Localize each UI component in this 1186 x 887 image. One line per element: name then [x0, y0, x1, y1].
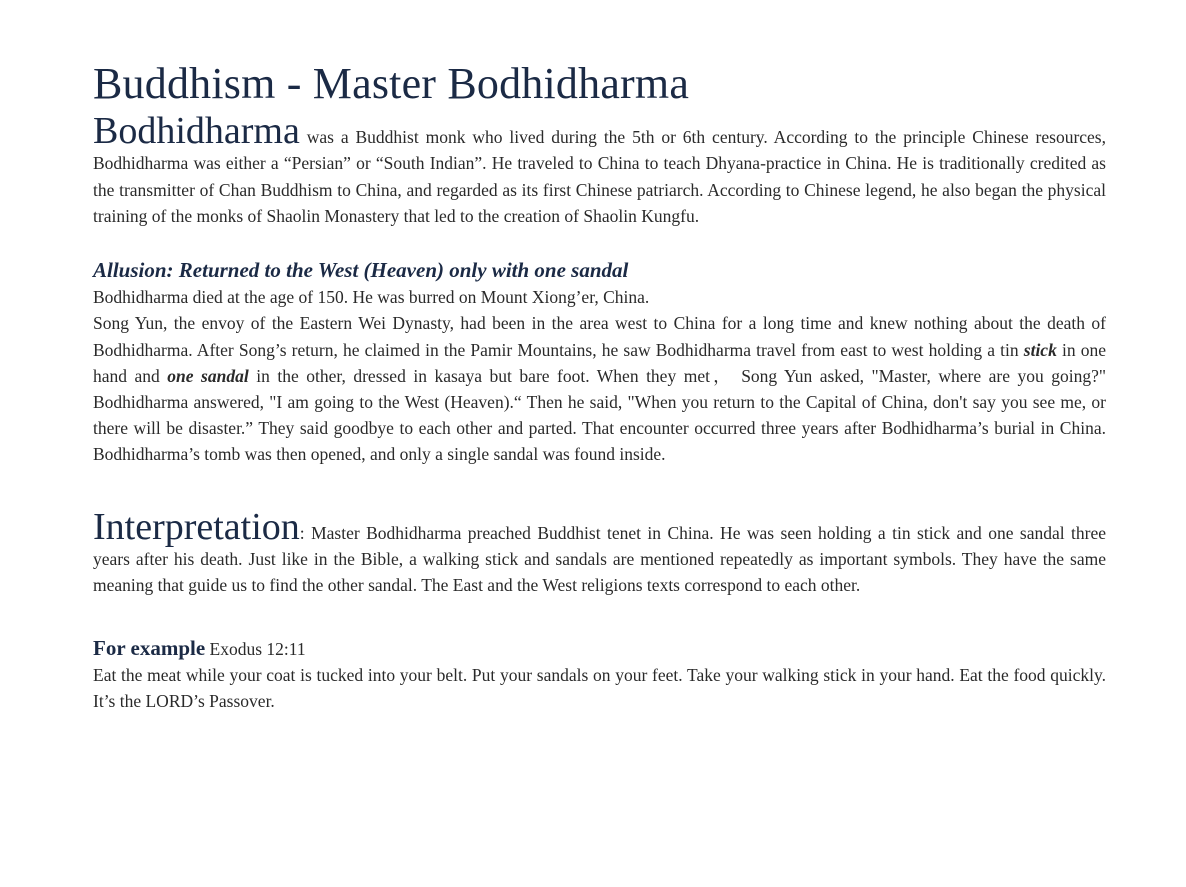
allusion-paragraph-2 [93, 310, 1106, 467]
page-title: Buddhism - Master Bodhidharma [93, 59, 690, 108]
allusion-text-part-3: in the other, dressed in kasaya but bare foot. When they met， Song Yun asked, "Master, where are you going?" Bodhidharma answered, "I am going to the West (Heaven).“ Then he said, "When you return to the Capital of China, don't say you see me, or there will be disaster.” They said goodbye to each other and parted. That encounter occurred three years after Bodhidharma’s burial in China. Bodhidharma’s tomb was then opened, and only a single sandal was found inside. [93, 365, 1107, 465]
interpretation-paragraph [93, 505, 1106, 599]
example-reference: Exodus 12:11 [205, 638, 306, 659]
allusion-emphasis-stick: stick [1023, 339, 1057, 360]
intro-lead-word: Bodhidharma [93, 110, 300, 152]
example-label: For example [93, 635, 206, 660]
intro-text: was a Buddhist monk who lived during the 5th or 6th century. According to the principle Chinese resources, Bodhidharma was either a “Persian” or “South Indian”. He traveled to China to teach Dhyana-practice in China. He is traditionally credited as the transmitter of Chan Buddhism to China, and regarded as its first Chinese patriarch. According to Chinese legend, he also began the physical training of the monks of Shaolin Monastery that led to the creation of Shaolin Kungfu. [93, 127, 1106, 226]
allusion-text-part-2: in one hand and [93, 339, 1106, 386]
intro-paragraph [93, 110, 1106, 229]
allusion-emphasis-one-sandal: one sandal [167, 365, 249, 386]
allusion-heading: Allusion: Returned to the West (Heaven) only with one sandal [93, 258, 629, 283]
interpretation-text: : Master Bodhidharma preached Buddhist tenet in China. He was seen holding a tin stick and one sandal three years after his death. Just like in the Bible, a walking stick and sandals are mentioned repeatedly as important symbols. They have the same meaning that guide us to find the other sandal. The East and the West religions texts correspond to each other. [93, 522, 1106, 596]
allusion-section [93, 284, 1106, 467]
allusion-text-part-1: Song Yun, the envoy of the Eastern Wei Dynasty, had been in the area west to China for a long time and knew nothing about the death of Bodhidharma. After Song’s return, he claimed in the Pamir Mountains, he saw Bodhidharma travel from east to west holding a tin [93, 313, 1106, 360]
interpretation-lead-word: Interpretation [93, 505, 300, 548]
example-text: Eat the meat while your coat is tucked into your belt. Put your sandals on your feet. Take your walking stick in your hand. Eat the food quickly. It’s the LORD’s Passover. [93, 664, 1106, 711]
document-page [93, 58, 1106, 714]
allusion-line-1: Bodhidharma died at the age of 150. He was burred on Mount Xiong’er, China. [93, 287, 650, 308]
example-heading [93, 635, 1106, 662]
